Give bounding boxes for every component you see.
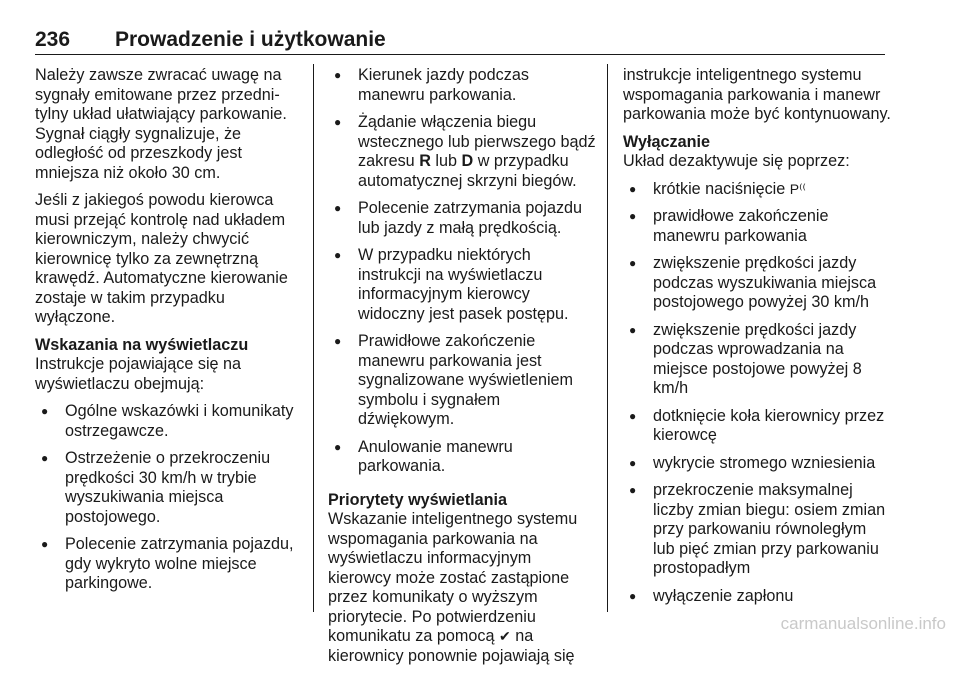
section-heading-deactivation: Wyłączanie bbox=[623, 132, 710, 151]
list-item: ● przekroczenie maksymalnej liczby zmian biegu: osiem zmian przy parkowaniu równoległym lub pięć zmian przy parkowaniu prostopadłym bbox=[623, 481, 891, 579]
header-divider bbox=[35, 54, 885, 55]
list-item: ● prawidłowe zakończenie manewru parkowania bbox=[623, 207, 891, 246]
list-item: ● zwiększenie prędkości jazdy podczas wyszukiwania miejsca postojowego powyżej 30 km/h bbox=[623, 254, 891, 313]
list-item: ● wyłączenie zapłonu bbox=[623, 587, 891, 607]
list-item: ● Anulowanie manewru parkowania. bbox=[328, 438, 596, 477]
press-text: krótkie naciśnięcie bbox=[653, 179, 790, 198]
display-instructions-list bbox=[35, 402, 297, 594]
priorities-text: Wskazanie inteligentnego systemu wspomagania parkowania na wyświetlaczu informacyjnym kierowcy może zostać zastąpione przez komunikaty o wyższym priorytecie. Po potwierdzeniu komunikatu za pomocą bbox=[328, 510, 578, 645]
list-item: ● wykrycie stromego wzniesienia bbox=[623, 454, 891, 474]
display-instructions-list-continued bbox=[328, 66, 596, 477]
paragraph-continued: instrukcje inteligentnego systemu wspomagania parkowania i manewr parkowania może być kontynuowany. bbox=[623, 66, 891, 123]
list-item bbox=[328, 113, 596, 191]
list-item bbox=[623, 180, 891, 200]
paragraph-signals: Należy zawsze zwracać uwagę na sygnały emitowane przez przedni-tylny układ ułatwiający parkowanie. Sygnał ciągły sygnalizuje, że odległość od przeszkody jest mniejsza niż około 30 cm. bbox=[35, 66, 287, 182]
section-heading-priorities: Priorytety wyświetlania bbox=[328, 490, 508, 509]
park-assist-icon: P⁽⁽ bbox=[789, 180, 806, 197]
list-item: ● Ogólne wskazówki i komunikaty ostrzegawcze. bbox=[35, 402, 297, 441]
paragraph-priorities bbox=[328, 510, 596, 666]
watermark: carmanualsonline.info bbox=[780, 614, 946, 633]
chapter-title: Prowadzenie i użytkowanie bbox=[115, 28, 386, 51]
column-divider-left bbox=[313, 64, 314, 612]
list-item: ● W przypadku niektórych instrukcji na wyświetlaczu informacyjnym kierowcy widoczny jest pasek postępu. bbox=[328, 246, 596, 324]
page-number: 236 bbox=[35, 28, 71, 51]
display-intro: Instrukcje pojawiające się na wyświetlaczu obejmują: bbox=[35, 355, 242, 393]
list-item: ● Prawidłowe zakończenie manewru parkowania jest sygnalizowane wyświetleniem symbolu i sygnałem dźwiękowym. bbox=[328, 332, 596, 430]
column-middle bbox=[328, 66, 596, 674]
list-item: ● Ostrzeżenie o przekroczeniu prędkości 30 km/h w trybie wyszukiwania miejsca postojowego. bbox=[35, 449, 297, 527]
column-right bbox=[623, 66, 891, 614]
column-left bbox=[35, 66, 297, 602]
list-item: ● dotknięcie koła kierownicy przez kierowcę bbox=[623, 407, 891, 446]
list-item: ● Polecenie zatrzymania pojazdu lub jazdy z małą prędkością. bbox=[328, 199, 596, 238]
deactivation-list bbox=[623, 180, 891, 607]
gear-request-text: Żądanie włączenia biegu wstecznego lub pierwszego bądź zakresu bbox=[358, 113, 596, 170]
paragraph-takeover: Jeśli z jakiegoś powodu kierowca musi przejąć kontrolę nad układem kierowniczym, należy chwycić kierownicę tylko za zewnętrzną krawędź. Automatyczne kierowanie zostaje w takim przypadku wyłączone. bbox=[35, 191, 288, 326]
gear-d-label: D bbox=[461, 152, 474, 170]
section-heading-display: Wskazania na wyświetlaczu bbox=[35, 335, 249, 354]
checkmark-icon: ✔ bbox=[498, 628, 511, 644]
gear-r-label: R bbox=[419, 152, 431, 170]
deactivation-intro: Układ dezaktywuje się poprzez: bbox=[623, 152, 850, 170]
list-item: ● Kierunek jazdy podczas manewru parkowania. bbox=[328, 66, 596, 105]
gear-or-text: lub bbox=[430, 152, 462, 170]
column-divider-right bbox=[607, 64, 608, 612]
priorities-text-end: na kierownicy ponownie pojawiają się bbox=[328, 627, 575, 665]
gear-request-suffix: w przypadku automatycznej skrzyni biegów. bbox=[358, 152, 577, 190]
page-header bbox=[35, 28, 885, 54]
list-item: ● Polecenie zatrzymania pojazdu, gdy wykryto wolne miejsce parkingowe. bbox=[35, 535, 297, 594]
list-item: ● zwiększenie prędkości jazdy podczas wprowadzania na miejsce postojowe powyżej 8 km/h bbox=[623, 321, 891, 399]
